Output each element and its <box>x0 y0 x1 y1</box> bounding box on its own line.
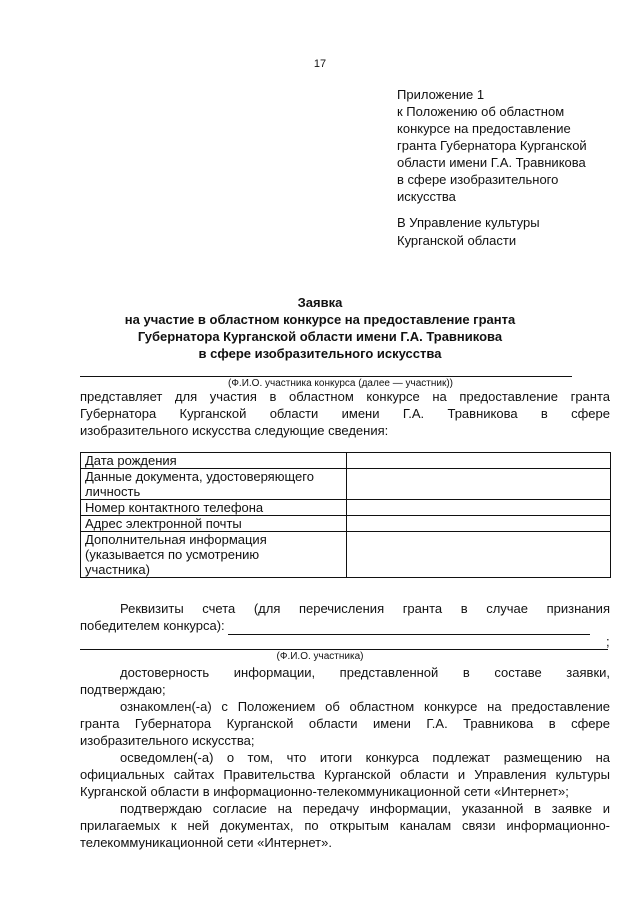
statement-line: осведомлен(-а) о том, что итоги конкурса подлежат размещению на <box>120 750 610 765</box>
label-line: Дополнительная информация <box>85 532 267 547</box>
table-row <box>81 516 611 532</box>
statement-4 <box>80 800 610 851</box>
statement-line: ознакомлен(-а) с Положением об областном конкурсе на предоставление <box>120 699 610 714</box>
statement-line: подтверждаю согласие на передачу информации, указанной в заявке и <box>120 801 610 816</box>
appendix-header <box>397 86 627 205</box>
title-line: на участие в областном конкурсе на предоставление гранта <box>124 312 516 327</box>
statement-line: официальных сайтах Правительства Курганской области и Управления культуры <box>80 767 610 782</box>
label-line: Адрес электронной почты <box>85 516 242 531</box>
intro-line: представляет для участия в областном конкурсе на предоставление гранта <box>80 389 610 404</box>
appendix-line: Приложение 1 <box>397 87 485 102</box>
account-details-field[interactable] <box>228 617 590 635</box>
document-title <box>60 294 580 362</box>
appendix-line: гранта Губернатора Курганской <box>397 138 587 153</box>
requisites-line-2 <box>80 617 610 635</box>
label-line: Номер контактного телефона <box>85 500 264 515</box>
row-value-field[interactable] <box>346 516 610 532</box>
intro-line: Губернатора Курганской области имени Г.А. Травникова в сфере <box>80 406 610 421</box>
appendix-line: к Положению об областном <box>397 104 565 119</box>
row-label <box>81 532 347 578</box>
account-holder-field[interactable] <box>80 649 608 650</box>
appendix-line: искусства <box>397 189 456 204</box>
intro-paragraph <box>80 388 610 439</box>
statement-line: подтверждаю; <box>80 682 166 697</box>
requisites-line: Реквизиты счета (для перечисления гранта в случае признания <box>120 601 610 616</box>
appendix-line: в сфере изобразительного <box>397 172 559 187</box>
row-label <box>81 500 347 516</box>
appendix-line: области имени Г.А. Травникова <box>397 155 586 170</box>
row-value-field[interactable] <box>346 469 610 500</box>
end-mark: ; <box>606 634 610 649</box>
label-line: участника) <box>85 562 150 577</box>
page-number: 17 <box>313 58 327 70</box>
statement-line: прилагаемых к ней документах, по открытым каналам связи информационно- <box>80 818 610 833</box>
label-line: личность <box>85 484 141 499</box>
title-line: в сфере изобразительного искусства <box>198 346 442 361</box>
table-row <box>81 532 611 578</box>
statement-1 <box>80 664 610 698</box>
requisites-paragraph <box>80 600 610 635</box>
row-value-field[interactable] <box>346 500 610 516</box>
statement-line: Курганской области в информационно-телекоммуникационной сети «Интернет»; <box>80 784 569 799</box>
row-value-field[interactable] <box>346 532 610 578</box>
row-label <box>81 516 347 532</box>
participant-name-field[interactable] <box>80 376 572 377</box>
statement-2 <box>80 698 610 749</box>
label-line: Данные документа, удостоверяющего <box>85 469 314 484</box>
addressee <box>397 214 627 250</box>
requisites-label: победителем конкурса): <box>80 618 225 633</box>
row-label <box>81 453 347 469</box>
statement-line: изобразительного искусства; <box>80 733 255 748</box>
account-holder-caption: (Ф.И.О. участника) <box>276 651 364 662</box>
statement-line: гранта Губернатора Курганской области имени Г.А. Травникова в сфере <box>80 716 610 731</box>
addressee-line: Курганской области <box>397 233 517 248</box>
participant-info-table <box>80 452 611 578</box>
row-label <box>81 469 347 500</box>
statement-line: телекоммуникационной сети «Интернет». <box>80 835 332 850</box>
table-row <box>81 453 611 469</box>
table-row <box>81 500 611 516</box>
statement-line: достоверность информации, представленной в составе заявки, <box>120 665 610 680</box>
participant-name-caption: (Ф.И.О. участника конкурса (далее — участник)) <box>228 378 453 389</box>
title-line: Заявка <box>297 295 343 310</box>
title-line: Губернатора Курганской области имени Г.А. Травникова <box>137 329 503 344</box>
label-line: (указывается по усмотрению <box>85 547 260 562</box>
table-row <box>81 469 611 500</box>
label-line: Дата рождения <box>85 453 177 468</box>
statement-3 <box>80 749 610 800</box>
addressee-line: В Управление культуры <box>397 215 540 230</box>
intro-line: изобразительного искусства следующие сведения: <box>80 423 389 438</box>
appendix-line: конкурсе на предоставление <box>397 121 571 136</box>
row-value-field[interactable] <box>346 453 610 469</box>
